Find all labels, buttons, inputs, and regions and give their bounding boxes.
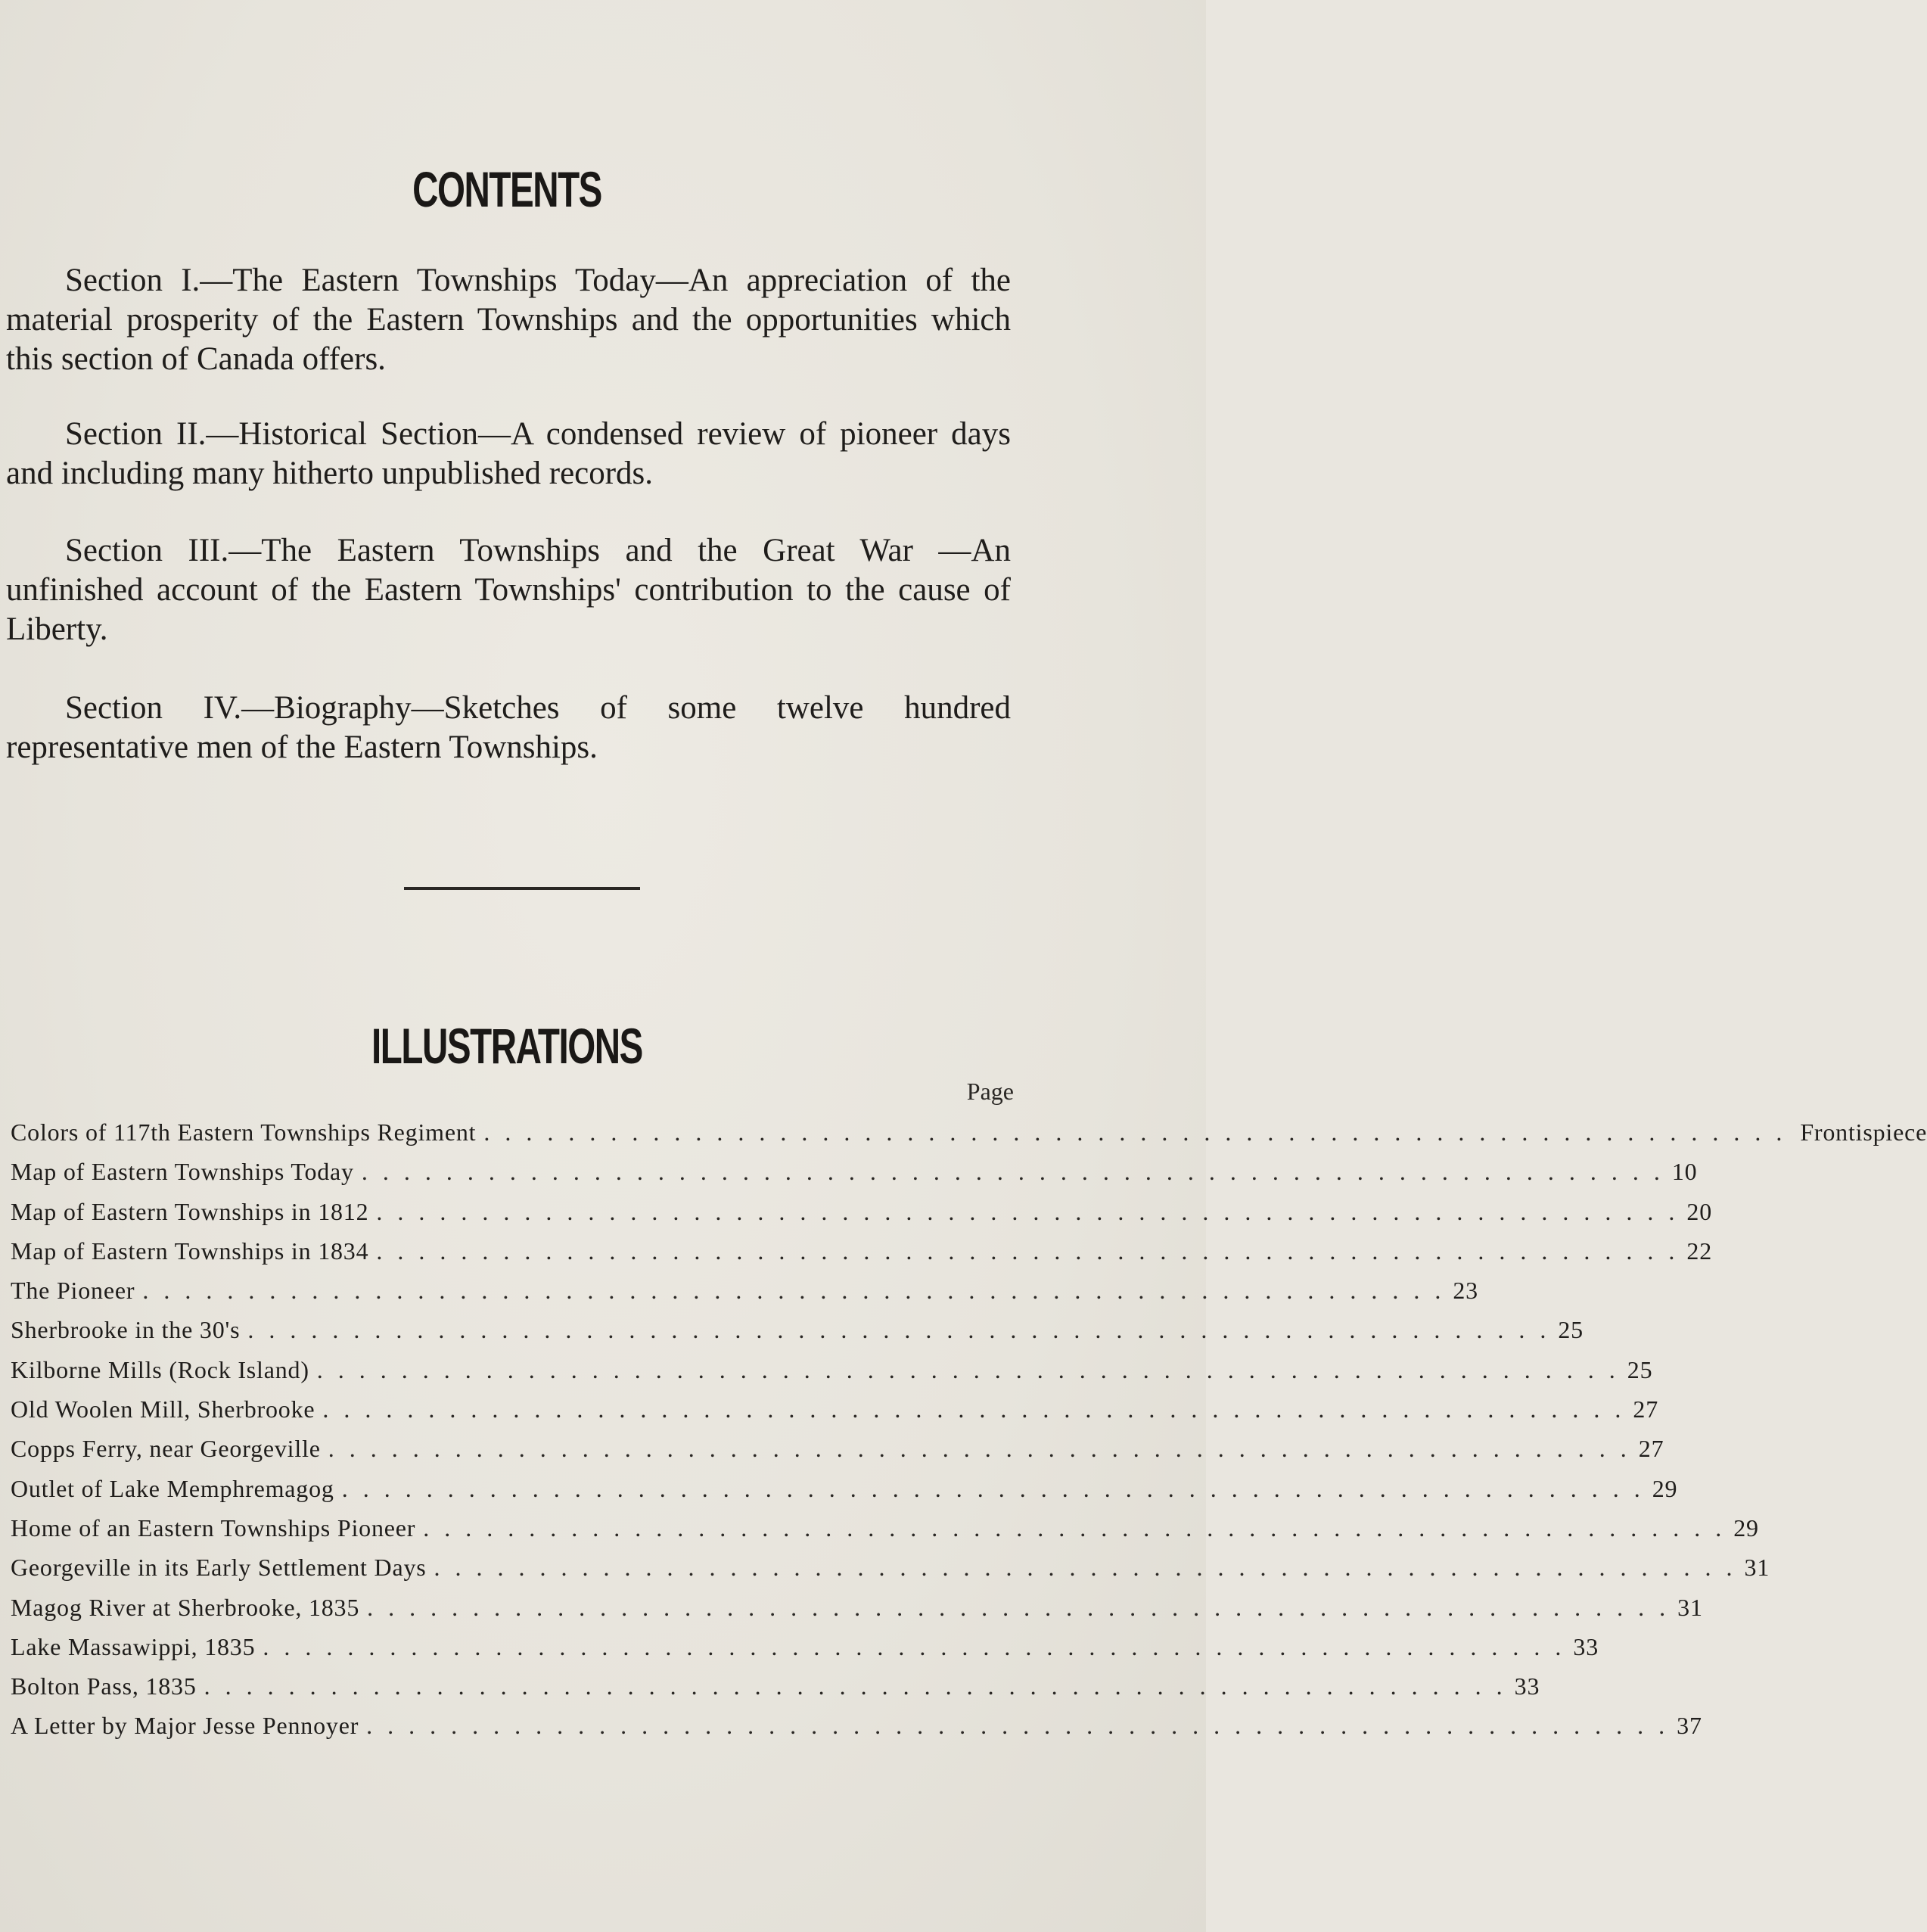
illustration-page: 33 bbox=[1514, 1672, 1540, 1700]
illustration-page: 22 bbox=[1686, 1237, 1713, 1265]
illustration-page: 33 bbox=[1573, 1632, 1599, 1660]
leader-dots: . . . . . . . . . . . . . . . . . . . . . . . . . . . . . . . . . . . . . . . . . . . . . . . . . . . . . . . . . . . . . . bbox=[204, 1672, 1507, 1700]
contents-section-4: Section IV.—Biography—Sketches of some twelve hundred representative men of the Eastern Townships. bbox=[6, 690, 1011, 765]
contents-section-2: Section II.—Historical Section—A condensed review of pioneer days and including many hitherto unpublished records. bbox=[6, 416, 1011, 491]
list-item bbox=[11, 1554, 1770, 1593]
list-item bbox=[11, 1632, 1599, 1672]
leader-dots: . . . . . . . . . . . . . . . . . . . . . . . . . . . . . . . . . . . . . . . . . . . . . . . . . . . . . . . . . . . . . . bbox=[376, 1197, 1680, 1225]
leader-dots: . . . . . . . . . . . . . . . . . . . . . . . . . . . . . . . . . . . . . . . . . . . . . . . . . . . . . . . . . . . . . . bbox=[322, 1395, 1626, 1423]
contents-heading: CONTENTS bbox=[412, 161, 601, 217]
list-item bbox=[11, 1197, 1713, 1237]
leader-dots: . . . . . . . . . . . . . . . . . . . . . . . . . . . . . . . . . . . . . . . . . . . . . . . . . . . . . . . . . . . . . . bbox=[366, 1712, 1670, 1740]
list-item bbox=[11, 1118, 1927, 1158]
leader-dots: . . . . . . . . . . . . . . . . . . . . . . . . . . . . . . . . . . . . . . . . . . . . . . . . . . . . . . . . . . . . . . bbox=[316, 1355, 1620, 1383]
illustration-page: 31 bbox=[1677, 1593, 1703, 1621]
contents-section-1: Section I.—The Eastern Townships Today—An appreciation of the material prosperity of the Eastern Townships and the opportunities which this section of Canada offers. bbox=[6, 263, 1011, 377]
illustration-title: Old Woolen Mill, Sherbrooke bbox=[11, 1395, 315, 1423]
list-item bbox=[11, 1277, 1478, 1316]
leader-dots: . . . . . . . . . . . . . . . . . . . . . . . . . . . . . . . . . . . . . . . . . . . . . . . . . . . . . . . . . . . . . . bbox=[434, 1554, 1737, 1582]
leader-dots: . . . . . . . . . . . . . . . . . . . . . . . . . . . . . . . . . . . . . . . . . . . . . . . . . . . . . . . . . . . . . . bbox=[247, 1316, 1551, 1344]
illustration-title: Home of an Eastern Townships Pioneer bbox=[11, 1514, 416, 1542]
section-divider bbox=[404, 887, 640, 890]
illustration-title: Map of Eastern Townships Today bbox=[11, 1158, 354, 1186]
list-item bbox=[11, 1672, 1540, 1712]
leader-dots: . . . . . . . . . . . . . . . . . . . . . . . . . . . . . . . . . . . . . . . . . . . . . . . . . . . . . . . . . . . . . . bbox=[361, 1158, 1664, 1186]
illustration-page: 20 bbox=[1686, 1197, 1713, 1225]
illustration-page: 29 bbox=[1652, 1474, 1678, 1502]
list-item bbox=[11, 1237, 1713, 1277]
illustration-page: 25 bbox=[1558, 1316, 1584, 1344]
illustration-title: Kilborne Mills (Rock Island) bbox=[11, 1355, 309, 1383]
illustration-title: Outlet of Lake Memphremagog bbox=[11, 1474, 334, 1502]
illustration-title: Colors of 117th Eastern Townships Regiment bbox=[11, 1118, 477, 1146]
illustration-page: 27 bbox=[1633, 1395, 1659, 1423]
illustrations-list bbox=[11, 1118, 1927, 1752]
leader-dots: . . . . . . . . . . . . . . . . . . . . . . . . . . . . . . . . . . . . . . . . . . . . . . . . . . . . . . . . . . . . . . bbox=[483, 1118, 1787, 1146]
illustration-title: Georgeville in its Early Settlement Days bbox=[11, 1554, 427, 1582]
list-item bbox=[11, 1316, 1584, 1355]
list-item bbox=[11, 1514, 1759, 1554]
leader-dots: . . . . . . . . . . . . . . . . . . . . . . . . . . . . . . . . . . . . . . . . . . . . . . . . . . . . . . . . . . . . . . bbox=[423, 1514, 1727, 1542]
illustration-page: 29 bbox=[1733, 1514, 1759, 1542]
illustration-page: 31 bbox=[1744, 1554, 1770, 1582]
illustration-title: Bolton Pass, 1835 bbox=[11, 1672, 197, 1700]
illustration-title: The Pioneer bbox=[11, 1277, 135, 1305]
illustration-page: 25 bbox=[1627, 1355, 1653, 1383]
list-item bbox=[11, 1593, 1703, 1633]
illustration-title: Map of Eastern Townships in 1834 bbox=[11, 1237, 369, 1265]
illustration-title: A Letter by Major Jesse Pennoyer bbox=[11, 1712, 359, 1740]
list-item bbox=[11, 1158, 1698, 1197]
list-item bbox=[11, 1712, 1702, 1751]
leader-dots: . . . . . . . . . . . . . . . . . . . . . . . . . . . . . . . . . . . . . . . . . . . . . . . . . . . . . . . . . . . . . . bbox=[376, 1237, 1680, 1265]
illustration-title: Sherbrooke in the 30's bbox=[11, 1316, 241, 1344]
list-item bbox=[11, 1355, 1653, 1395]
contents-section-3: Section III.—The Eastern Townships and the Great War —An unfinished account of the Eastern Townships' contribution to the cause of Liberty. bbox=[6, 533, 1011, 647]
illustration-page: 27 bbox=[1638, 1435, 1664, 1463]
leader-dots: . . . . . . . . . . . . . . . . . . . . . . . . . . . . . . . . . . . . . . . . . . . . . . . . . . . . . . . . . . . . . . bbox=[263, 1632, 1566, 1660]
illustration-title: Copps Ferry, near Georgeville bbox=[11, 1435, 321, 1463]
leader-dots: . . . . . . . . . . . . . . . . . . . . . . . . . . . . . . . . . . . . . . . . . . . . . . . . . . . . . . . . . . . . . . bbox=[367, 1593, 1671, 1621]
leader-dots: . . . . . . . . . . . . . . . . . . . . . . . . . . . . . . . . . . . . . . . . . . . . . . . . . . . . . . . . . . . . . . bbox=[341, 1474, 1645, 1502]
illustration-page: 37 bbox=[1677, 1712, 1702, 1740]
list-item bbox=[11, 1395, 1659, 1435]
illustrations-heading: ILLUSTRATIONS bbox=[371, 1018, 642, 1074]
list-item bbox=[11, 1474, 1678, 1514]
leader-dots: . . . . . . . . . . . . . . . . . . . . . . . . . . . . . . . . . . . . . . . . . . . . . . . . . . . . . . . . . . . . . . bbox=[328, 1435, 1631, 1463]
illustration-title: Lake Massawippi, 1835 bbox=[11, 1632, 256, 1660]
illustration-title: Map of Eastern Townships in 1812 bbox=[11, 1197, 369, 1225]
page-column-header: Page bbox=[966, 1078, 1014, 1105]
leader-dots: . . . . . . . . . . . . . . . . . . . . . . . . . . . . . . . . . . . . . . . . . . . . . . . . . . . . . . . . . . . . . . bbox=[142, 1277, 1446, 1305]
illustration-page: 23 bbox=[1453, 1277, 1478, 1305]
list-item bbox=[11, 1435, 1664, 1474]
illustration-page: Frontispiece bbox=[1800, 1118, 1927, 1146]
illustration-title: Magog River at Sherbrooke, 1835 bbox=[11, 1593, 360, 1621]
illustration-page: 10 bbox=[1671, 1158, 1698, 1186]
